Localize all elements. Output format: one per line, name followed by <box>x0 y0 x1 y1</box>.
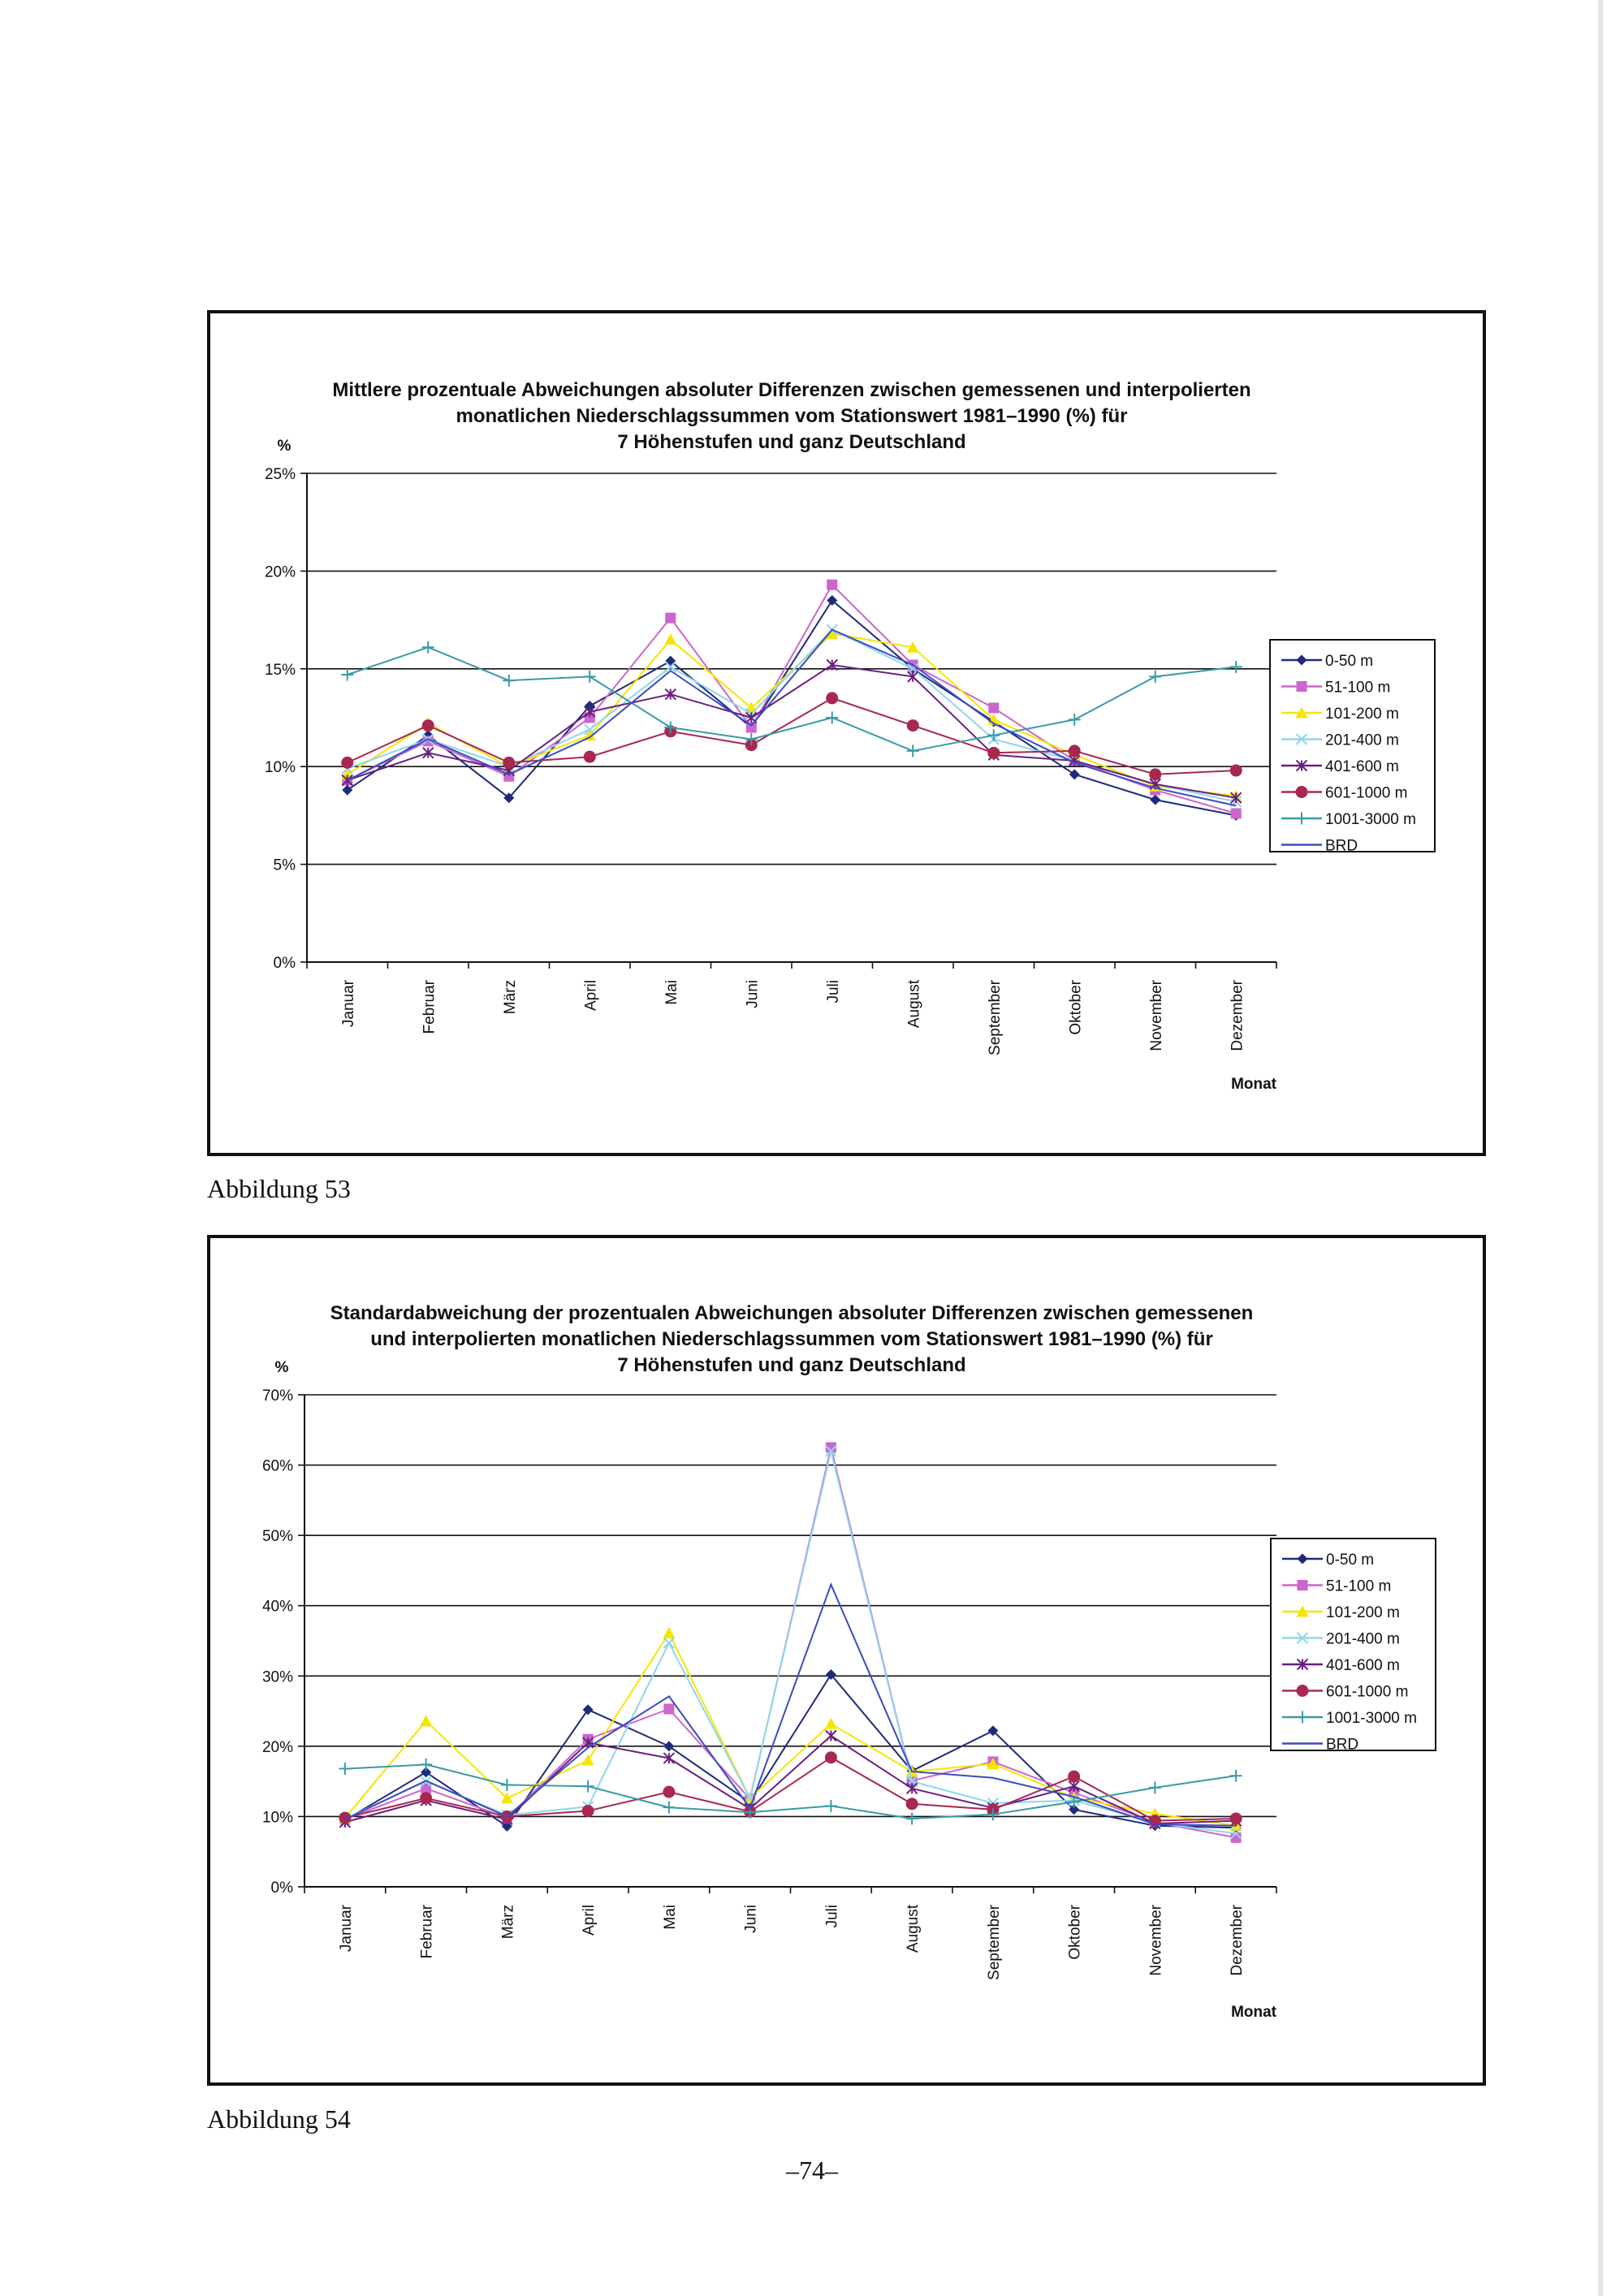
data-point <box>420 1792 432 1804</box>
chart-54 <box>210 1238 1483 2082</box>
data-point <box>663 1638 674 1648</box>
x-tick-label: März <box>499 1905 517 1940</box>
series-2 <box>339 1442 1241 1842</box>
chart-53 <box>210 313 1483 1153</box>
series-5 <box>342 659 1242 803</box>
series-4 <box>342 624 1242 807</box>
data-point <box>826 692 838 704</box>
y-tick-label: 0% <box>273 955 296 972</box>
series-5 <box>339 1730 1241 1828</box>
chart-title-line-2: monatlichen Niederschlagssummen vom Stationswert 1981–1990 (%) für <box>456 405 1128 427</box>
chart-frame-54 <box>207 1235 1486 2086</box>
y-tick-label: 20% <box>264 563 296 581</box>
legend <box>1270 640 1435 855</box>
data-point <box>1231 808 1242 818</box>
x-tick-label: Oktober <box>1067 980 1085 1035</box>
legend-label: BRD <box>1326 1736 1359 1754</box>
data-point <box>827 580 837 590</box>
legend-label: 0-50 m <box>1325 653 1374 670</box>
series-3 <box>339 1627 1242 1831</box>
x-tick-label: August <box>905 1905 922 1953</box>
y-tick-label: 25% <box>264 466 296 483</box>
figure-caption-53: Abbildung 53 <box>207 1174 351 1203</box>
x-tick-label: August <box>905 980 923 1029</box>
data-point <box>582 1805 594 1817</box>
data-point <box>501 1779 513 1791</box>
legend-label: BRD <box>1325 837 1358 855</box>
chart-title-line-2: und interpolierten monatlichen Niederschlagssummen vom Stationswert 1981–1990 (%) für <box>370 1328 1213 1350</box>
page-number: –74– <box>786 2156 838 2185</box>
data-point <box>341 757 353 769</box>
chart-title-line-1: Mittlere prozentuale Abweichungen absoluter Differenzen zwischen gemessenen und interpolierten <box>332 379 1251 401</box>
x-tick-label: Mai <box>663 980 680 1005</box>
data-point <box>663 1627 675 1638</box>
legend-marker <box>1296 786 1308 798</box>
series-line <box>348 585 1237 814</box>
data-point <box>1230 765 1242 777</box>
legend-marker <box>1297 1685 1309 1697</box>
legend-label: 0-50 m <box>1326 1552 1375 1569</box>
legend-label: 51-100 m <box>1326 1577 1392 1595</box>
x-tick-label: April <box>581 1905 598 1936</box>
x-tick-label: Oktober <box>1066 1905 1084 1960</box>
data-point <box>1069 769 1080 779</box>
data-point <box>420 1715 432 1726</box>
figure-caption-54: Abbildung 54 <box>207 2104 351 2134</box>
data-point <box>422 641 434 654</box>
series-7 <box>341 641 1242 757</box>
legend-label: 1001-3000 m <box>1325 811 1416 828</box>
data-point <box>907 744 919 757</box>
data-point <box>503 675 515 687</box>
data-point <box>825 1751 837 1763</box>
data-point <box>906 1813 918 1825</box>
series-line <box>345 1448 1236 1837</box>
data-point <box>582 1754 594 1766</box>
series-line <box>345 1451 1236 1833</box>
y-tick-label: 20% <box>261 1738 293 1756</box>
legend-label: 401-600 m <box>1325 758 1399 775</box>
data-point <box>339 1763 351 1775</box>
x-tick-label: Juli <box>823 1905 841 1928</box>
y-tick-label: 50% <box>261 1528 293 1546</box>
x-axis-label: Monat <box>1231 2004 1276 2021</box>
data-point <box>584 751 596 763</box>
y-axis-label: % <box>274 1359 289 1376</box>
series-2 <box>342 580 1242 819</box>
data-point <box>1230 1813 1242 1825</box>
data-point <box>1068 1771 1080 1783</box>
x-tick-label: Januar <box>339 980 357 1028</box>
legend-label: 101-200 m <box>1325 706 1399 723</box>
data-point <box>583 1704 594 1715</box>
x-tick-label: April <box>582 980 600 1012</box>
data-point <box>1149 1781 1161 1793</box>
x-tick-label: Februar <box>421 980 438 1034</box>
data-point <box>663 1741 674 1751</box>
y-tick-label: 5% <box>273 857 296 874</box>
series-7 <box>339 1759 1242 1825</box>
x-tick-label: Juli <box>824 980 842 1003</box>
data-point <box>1149 671 1161 683</box>
data-point <box>906 1798 918 1810</box>
x-tick-label: Dezember <box>1229 980 1246 1051</box>
legend-label: 101-200 m <box>1326 1604 1400 1621</box>
x-tick-label: Februar <box>418 1905 436 1959</box>
data-point <box>584 671 596 683</box>
chart-title-line-1: Standardabweichung der prozentualen Abweichungen absoluter Differenzen zwischen gemessenen <box>330 1302 1254 1324</box>
y-tick-label: 70% <box>261 1388 293 1405</box>
x-tick-label: September <box>985 1905 1003 1980</box>
y-tick-label: 10% <box>264 759 296 777</box>
data-point <box>342 785 352 796</box>
data-point <box>825 1718 837 1729</box>
legend-label: 201-400 m <box>1326 1630 1400 1648</box>
data-point <box>825 1800 837 1812</box>
data-point <box>1230 661 1242 673</box>
data-point <box>663 1786 675 1798</box>
data-point <box>826 712 838 724</box>
legend-label: 1001-3000 m <box>1326 1710 1417 1727</box>
data-point <box>1069 744 1081 757</box>
x-tick-label: November <box>1147 1905 1165 1976</box>
data-point <box>826 1730 836 1741</box>
data-point <box>1149 768 1161 780</box>
series-line <box>348 601 1237 816</box>
series-line <box>345 1758 1236 1821</box>
x-tick-label: November <box>1147 980 1165 1051</box>
y-tick-label: 30% <box>261 1668 293 1686</box>
series-line <box>348 665 1237 798</box>
data-point <box>582 1780 594 1793</box>
y-tick-label: 10% <box>261 1809 293 1827</box>
data-point <box>907 1783 918 1793</box>
x-tick-label: Januar <box>337 1905 355 1953</box>
x-axis-label: Monat <box>1231 1076 1276 1093</box>
data-point <box>341 669 353 681</box>
data-point <box>663 1703 674 1714</box>
series-4 <box>339 1446 1241 1839</box>
legend-label: 601-1000 m <box>1325 784 1408 802</box>
y-tick-label: 0% <box>270 1880 293 1897</box>
legend-label: 51-100 m <box>1325 679 1391 697</box>
x-tick-label: Juni <box>742 1905 760 1933</box>
legend-label: 401-600 m <box>1326 1657 1400 1674</box>
y-tick-label: 60% <box>261 1457 293 1475</box>
chart-frame-53 <box>207 310 1486 1156</box>
data-point <box>1069 1781 1079 1792</box>
y-tick-label: 15% <box>264 661 296 679</box>
legend-label: 201-400 m <box>1325 732 1399 749</box>
data-point <box>1150 795 1160 805</box>
series-3 <box>341 628 1242 801</box>
legend-marker <box>1298 1580 1308 1590</box>
data-point <box>663 1802 675 1814</box>
data-point <box>987 747 1000 759</box>
y-axis-label: % <box>277 438 292 455</box>
data-point <box>988 702 999 713</box>
data-point <box>907 719 919 732</box>
x-tick-label: März <box>501 980 519 1015</box>
x-tick-label: Juni <box>744 980 762 1008</box>
data-point <box>1230 1770 1242 1782</box>
x-tick-label: Dezember <box>1229 1905 1246 1976</box>
data-point <box>664 633 676 645</box>
data-point <box>422 719 434 732</box>
legend-label: 601-1000 m <box>1326 1683 1409 1701</box>
data-point <box>503 757 515 769</box>
data-point <box>420 1759 432 1771</box>
data-point <box>665 613 676 624</box>
y-tick-label: 40% <box>261 1598 293 1616</box>
x-tick-label: Mai <box>661 1905 679 1930</box>
legend-marker <box>1297 681 1307 692</box>
legend <box>1271 1539 1436 1754</box>
data-point <box>1069 714 1081 726</box>
chart-title-line-3: 7 Höhenstufen und ganz Deutschland <box>617 431 966 453</box>
series-1 <box>342 595 1242 821</box>
chart-title-line-3: 7 Höhenstufen und ganz Deutschland <box>617 1354 966 1376</box>
x-tick-label: September <box>986 980 1004 1055</box>
